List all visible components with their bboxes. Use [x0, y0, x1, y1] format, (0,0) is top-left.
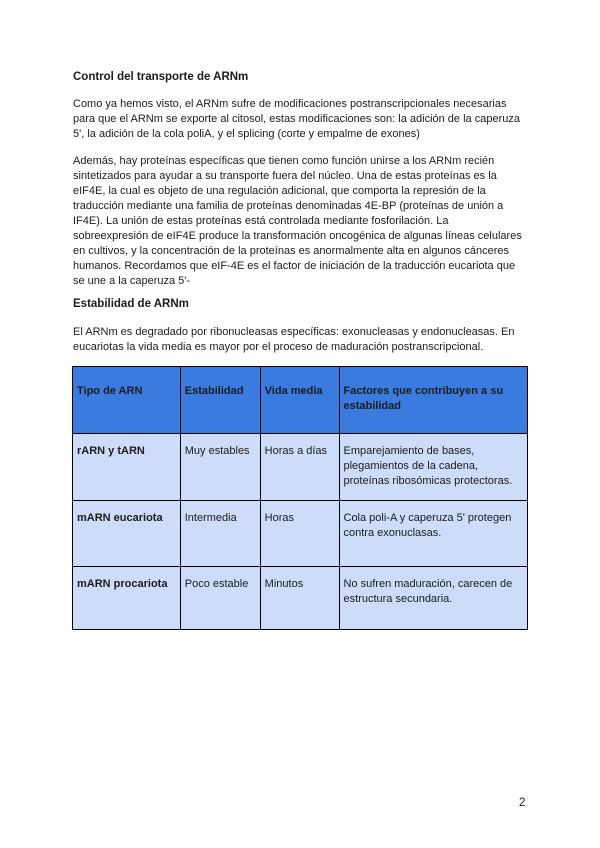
text-line: se une a la caperuza 5'-	[73, 275, 191, 287]
cell-tipo: mARN eucariota	[73, 501, 181, 567]
text-line: para que el ARNm se exporte al citosol, estas modificaciones son: la adición de la caperuza	[73, 113, 520, 125]
cell-estabilidad: Intermedia	[180, 501, 260, 567]
text-line: eIF4E, la cual es objeto de una regulación adicional, que comporta la represión de la	[73, 185, 486, 197]
cell-estabilidad: Poco estable	[180, 567, 260, 630]
text-line: Además, hay proteínas específicas que tienen como función unirse a los ARNm recién	[73, 155, 495, 167]
section-heading-estabilidad: Estabilidad de ARNm	[73, 298, 189, 310]
text-line: El ARNm es degradado por ribonucleasas específicas: exonucleasas y endonucleasas. En	[73, 326, 515, 338]
cell-estabilidad: Muy estables	[180, 434, 260, 501]
cell-factores: Cola poli-A y caperuza 5' protegen contra exonuclasas.	[339, 501, 528, 567]
table-row	[73, 501, 528, 567]
paragraph-estabilidad	[73, 325, 533, 355]
text-line: humanos. Recordamos que eIF-4E es el factor de iniciación de la traducción eucariota que	[73, 260, 516, 272]
text-line: traducción mediante una familia de proteínas denominadas 4E-BP (proteínas de unión a	[73, 200, 504, 212]
table-header-row	[73, 367, 528, 434]
section-heading-transporte: Control del transporte de ARNm	[73, 71, 249, 83]
text-line: Como ya hemos visto, el ARNm sufre de modificaciones postranscripcionales necesarias	[73, 98, 507, 110]
header-estabilidad: Estabilidad	[180, 367, 260, 434]
header-factores: Factores que contribuyen a su estabilidad	[339, 367, 528, 434]
text-line: IF4E). La unión de estas proteínas está controlada mediante fosforilación. La	[73, 215, 449, 227]
cell-vida-media: Horas	[260, 501, 339, 567]
text-line: sintetizados para ayudar a su transporte fuera del núcleo. Una de estas proteínas es la	[73, 170, 497, 182]
text-line: sobreexpresión de eIF4E produce la transformación oncogénica de algunas líneas celulares	[73, 230, 522, 242]
cell-vida-media: Minutos	[260, 567, 339, 630]
page-number: 2	[519, 797, 526, 809]
stability-table	[72, 366, 528, 630]
header-vida-media: Vida media	[260, 367, 339, 434]
text-line: en cultivos, y la concentración de la proteínas es anormalmente alta en algunos cánceres	[73, 245, 509, 257]
cell-vida-media: Horas a días	[260, 434, 339, 501]
paragraph-intro	[73, 97, 533, 142]
cell-factores: No sufren maduración, carecen de estructura secundaria.	[339, 567, 528, 630]
text-line: eucariotas la vida media es mayor por el proceso de maduración postranscripcional.	[73, 341, 484, 353]
table-row	[73, 434, 528, 501]
cell-tipo: mARN procariota	[73, 567, 181, 630]
text-line: 5', la adición de la cola poliA, y el splicing (corte y empalme de exones)	[73, 128, 420, 140]
table-row	[73, 567, 528, 630]
header-tipo: Tipo de ARN	[73, 367, 181, 434]
cell-factores: Emparejamiento de bases, plegamientos de la cadena, proteínas ribosómicas protectoras.	[339, 434, 528, 501]
paragraph-proteinas	[73, 154, 533, 289]
cell-tipo: rARN y tARN	[73, 434, 181, 501]
